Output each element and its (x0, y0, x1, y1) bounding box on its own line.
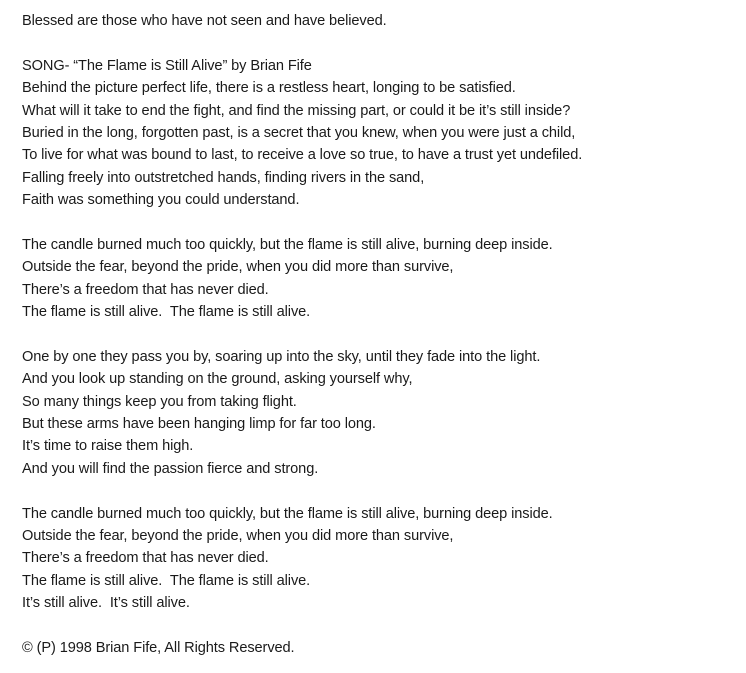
text-line: The candle burned much too quickly, but the flame is still alive, burning deep inside. (22, 505, 553, 522)
text-line (22, 480, 736, 502)
text-line: The candle burned much too quickly, but the flame is still alive, burning deep inside. (22, 236, 553, 253)
text-line: It’s still alive. It’s still alive. (22, 595, 190, 612)
text-line: But these arms have been hanging limp for far too long. (22, 416, 376, 433)
text-line (22, 323, 736, 345)
text-line: Blessed are those who have not seen and have believed. (22, 13, 387, 29)
text-line: SONG- “The Flame is Still Alive” by Brian Fife (22, 57, 312, 74)
text-line: What will it take to end the fight, and find the missing part, or could it be it’s still inside? (22, 102, 571, 119)
text-line: Buried in the long, forgotten past, is a secret that you knew, when you were just a child, (22, 124, 576, 141)
text-line: So many things keep you from taking flight. (22, 393, 297, 410)
text-line: The flame is still alive. The flame is still alive. (22, 572, 311, 589)
text-line: Falling freely into outstretched hands, finding rivers in the sand, (22, 169, 425, 186)
text-line: © (P) 1998 Brian Fife, All Rights Reserved. (22, 639, 295, 656)
text-line: It’s time to raise them high. (22, 438, 194, 455)
text-line: To live for what was bound to last, to receive a love so true, to have a trust yet undefiled. (22, 147, 583, 164)
text-line (22, 212, 736, 234)
text-line: The flame is still alive. The flame is still alive. (22, 304, 311, 321)
text-line: Behind the picture perfect life, there is a restless heart, longing to be satisfied. (22, 80, 516, 97)
lyrics-text-block (22, 10, 736, 659)
text-line: And you will find the passion fierce and strong. (22, 460, 319, 477)
text-line (22, 32, 736, 54)
text-line: One by one they pass you by, soaring up into the sky, until they fade into the light. (22, 348, 541, 365)
text-line: Outside the fear, beyond the pride, when you did more than survive, (22, 527, 454, 544)
text-line: Faith was something you could understand. (22, 192, 300, 209)
text-line (22, 615, 736, 637)
text-line: There’s a freedom that has never died. (22, 281, 269, 298)
text-line: There’s a freedom that has never died. (22, 550, 269, 567)
text-line: And you look up standing on the ground, asking yourself why, (22, 371, 413, 388)
text-line: Outside the fear, beyond the pride, when you did more than survive, (22, 259, 454, 276)
